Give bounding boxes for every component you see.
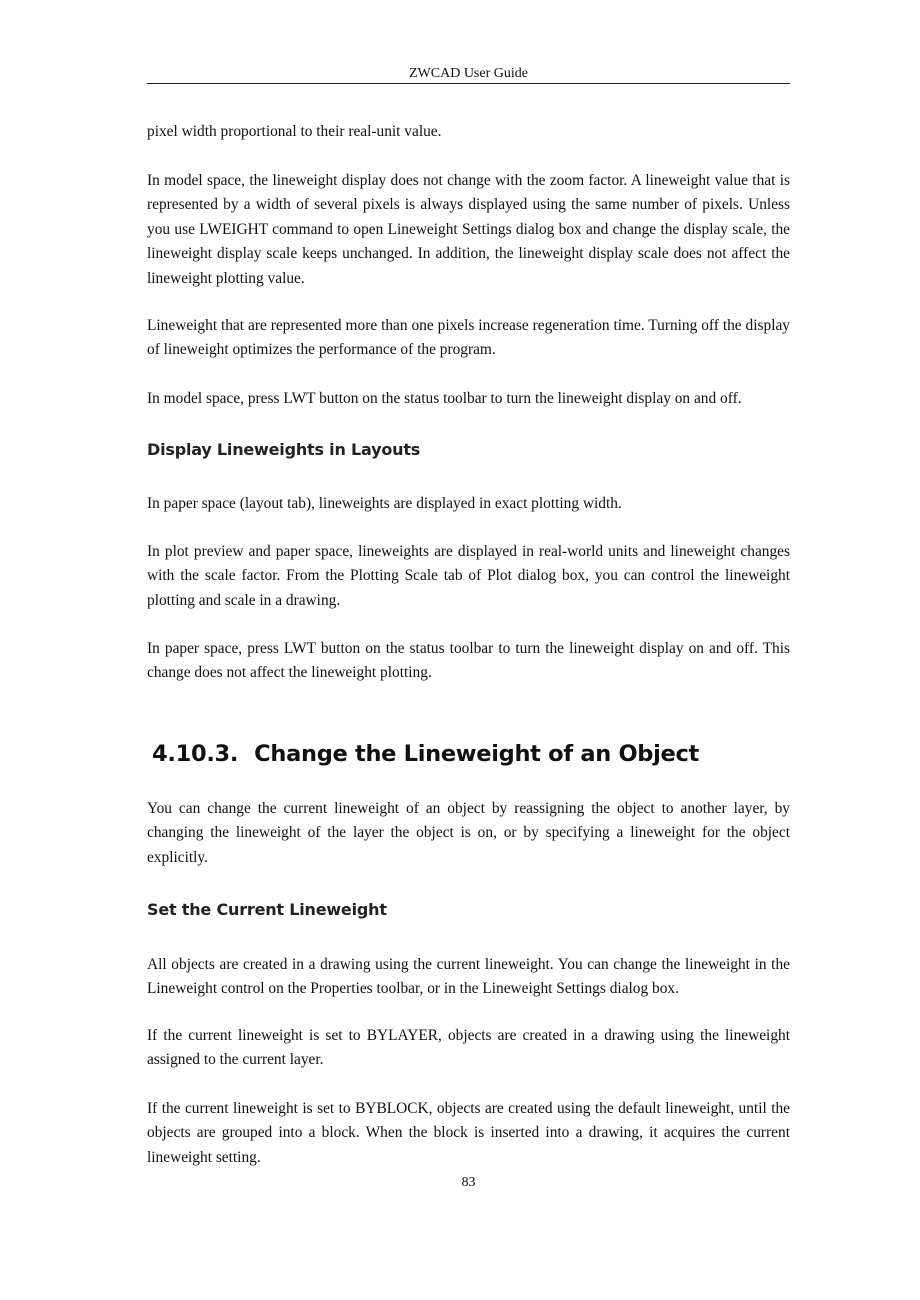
running-header: ZWCAD User Guide bbox=[147, 66, 790, 84]
paragraph: You can change the current lineweight of an object by reassigning the object to another layer, by changing the lineweight of the layer the object is on, or by specifying a lineweight for the object explicitly. bbox=[147, 800, 790, 866]
paragraph: If the current lineweight is set to BYBLOCK, objects are created using the default lineweight, until the objects are grouped into a block. When the block is inserted into a drawing, it acquires the current lineweight setting. bbox=[147, 1100, 790, 1166]
subheading-display-lineweights-in-layouts: Display Lineweights in Layouts bbox=[147, 440, 421, 459]
paragraph: In model space, press LWT button on the status toolbar to turn the lineweight display on and off. bbox=[147, 390, 742, 407]
paragraph: All objects are created in a drawing using the current lineweight. You can change the lineweight in the Lineweight control on the Properties toolbar, or in the Lineweight Settings dialog box. bbox=[147, 956, 790, 998]
paragraph: In plot preview and paper space, lineweights are displayed in real-world units and lineweight changes with the scale factor. From the Plotting Scale tab of Plot dialog box, you can control the lineweight plotting and scale in a drawing. bbox=[147, 543, 790, 609]
section-title: Change the Lineweight of an Object bbox=[254, 741, 699, 767]
subheading-set-current-lineweight: Set the Current Lineweight bbox=[147, 900, 387, 919]
paragraph: In paper space, press LWT button on the status toolbar to turn the lineweight display on and off. This change does not affect the lineweight plotting. bbox=[147, 640, 790, 682]
paragraph: Lineweight that are represented more than one pixels increase regeneration time. Turning off the display of lineweight optimizes the performance of the program. bbox=[147, 317, 790, 359]
section-number: 4.10.3. bbox=[152, 741, 239, 767]
paragraph: In model space, the lineweight display does not change with the zoom factor. A lineweight value that is represented by a width of several pixels is always displayed using the same number of pixels. Unless you use LWEIGHT command to open Lineweight Settings dialog box and change the display scale, the lineweight display scale keeps unchanged. In addition, the lineweight display scale does not affect the lineweight plotting value. bbox=[147, 172, 790, 287]
paragraph: pixel width proportional to their real-unit value. bbox=[147, 123, 442, 140]
paragraph: If the current lineweight is set to BYLAYER, objects are created in a drawing using the lineweight assigned to the current layer. bbox=[147, 1027, 790, 1069]
paragraph: In paper space (layout tab), lineweights are displayed in exact plotting width. bbox=[147, 495, 622, 512]
section-heading bbox=[152, 740, 699, 768]
page-number: 83 bbox=[461, 1175, 476, 1190]
